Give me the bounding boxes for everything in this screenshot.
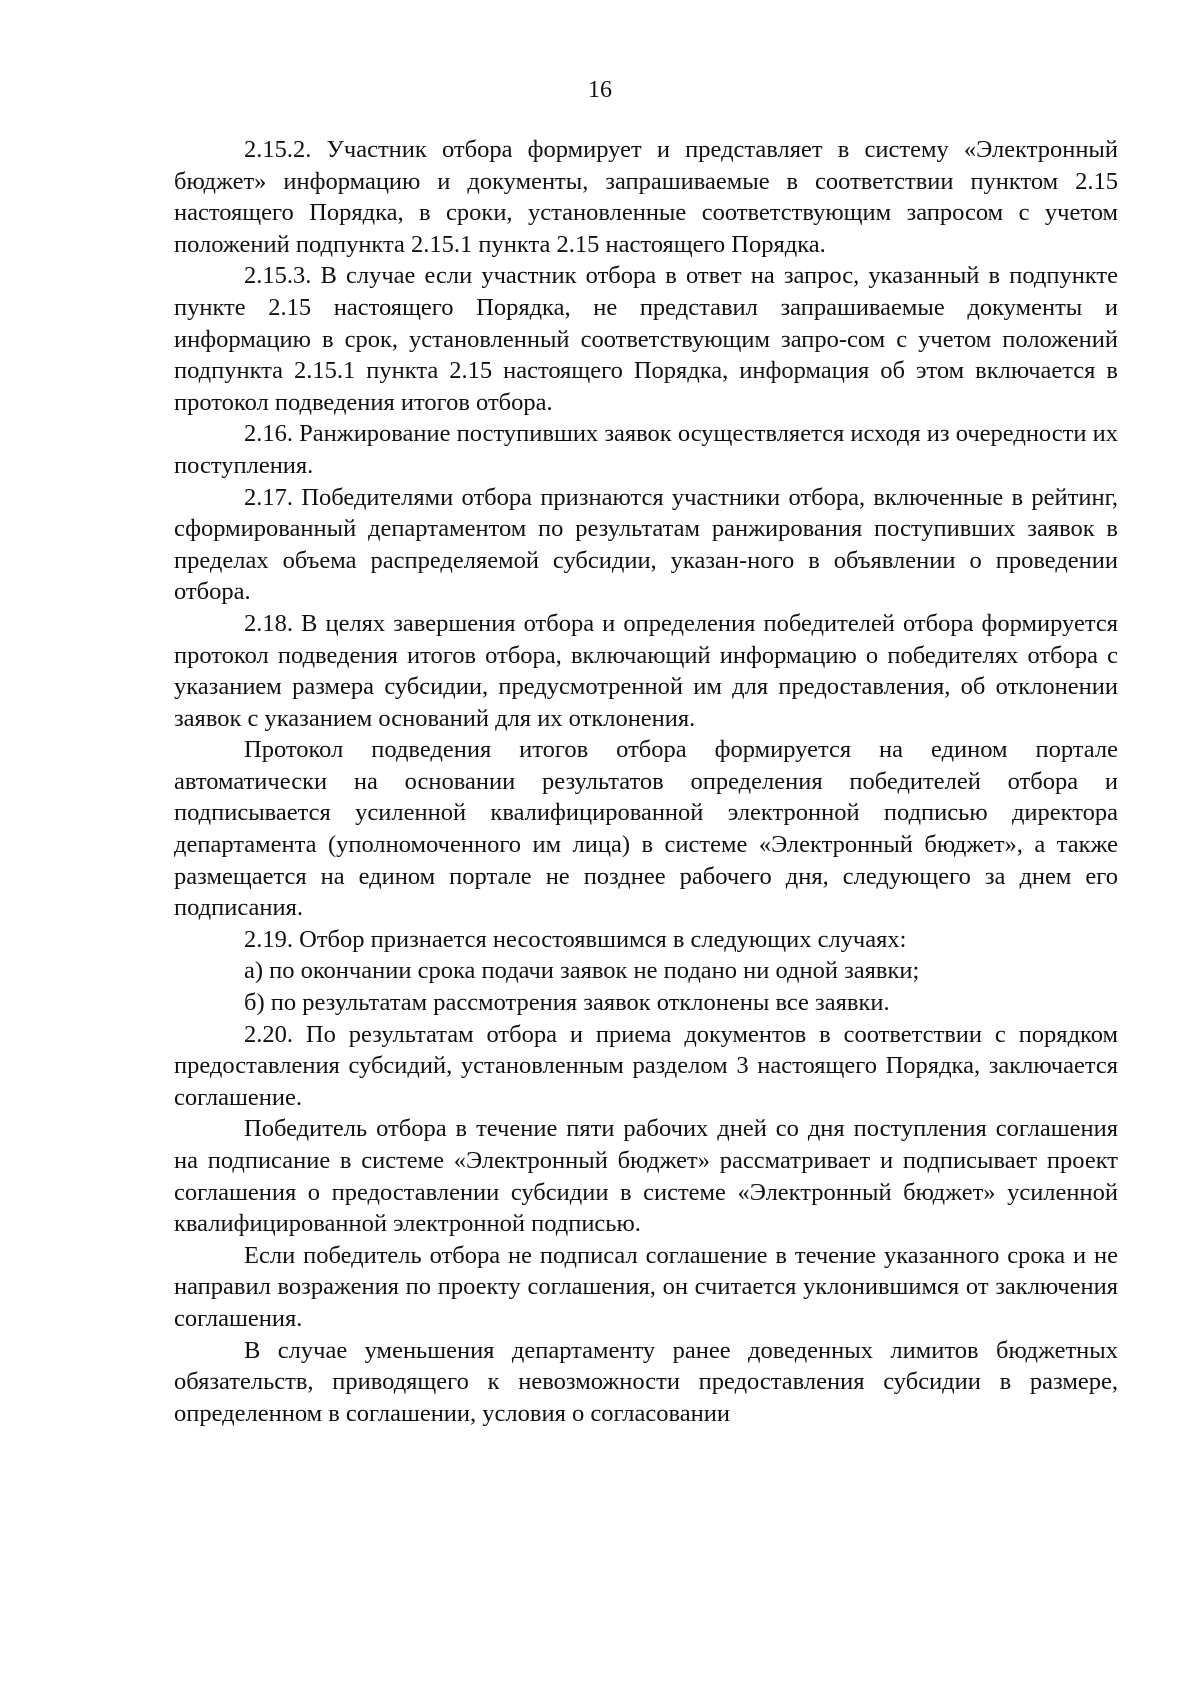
list-item-a: а) по окончании срока подачи заявок не подано ни одной заявки; <box>244 957 920 985</box>
paragraph-2-17: 2.17. Победителями отбора признаются участники отбора, включенные в рейтинг, сформированный департаментом по результатам ранжирования поступивших заявок в пределах объема распределяемой субсидии, указан-ного в объявлении о проведении отбора. <box>174 483 1118 606</box>
paragraph-protocol: Протокол подведения итогов отбора формируется на едином портале автоматически на основании результатов определения победителей отбора и подписывается усиленной квалифицированной электронной подписью директора департамента (уполномоченного им лица) в системе «Электронный бюджет», а также размещается на едином портале не позднее рабочего дня, следующего за днем его подписания. <box>174 736 1118 922</box>
paragraph-winner-signing: Победитель отбора в течение пяти рабочих дней со дня поступления соглашения на подписание в системе «Электронный бюджет» рассматривает и подписывает проект соглашения о предоставлении субсидии в системе «Электронный бюджет» усиленной квалифицированной электронной подписью. <box>174 1115 1118 1238</box>
paragraph-2-18: 2.18. В целях завершения отбора и определения победителей отбора формируется протокол подведения итогов отбора, включающий информацию о победителях отбора с указанием размера субсидии, предусмотренной им для предоставления, об отклонении заявок с указанием оснований для их отклонения. <box>174 609 1118 732</box>
page-number: 16 <box>588 77 612 103</box>
paragraph-winner-evasion: Если победитель отбора не подписал соглашение в течение указанного срока и не направил возражения по проекту соглашения, он считается уклонившимся от заключения соглашения. <box>174 1241 1118 1332</box>
paragraph-2-15-3: 2.15.3. В случае если участник отбора в ответ на запрос, указанный в подпункте пункте 2.15 настоящего Порядка, не представил запрашиваемые документы и информацию в срок, установленный соответствующим запро-сом с учетом положений подпункта 2.15.1 пункта 2.15 настоящего Порядка, информация об этом включается в протокол подведения итогов отбора. <box>174 262 1118 416</box>
list-item-b: б) по результатам рассмотрения заявок отклонены все заявки. <box>244 989 890 1017</box>
paragraph-2-16: 2.16. Ранжирование поступивших заявок осуществляется исходя из очередности их поступления. <box>174 420 1118 479</box>
paragraph-limits-reduction: В случае уменьшения департаменту ранее доведенных лимитов бюджетных обязательств, приводящего к невозможности предоставления субсидии в размере, определенном в соглашении, условия о согласовании <box>174 1336 1118 1427</box>
paragraph-2-19: 2.19. Отбор признается несостоявшимся в следующих случаях: <box>244 925 907 953</box>
paragraph-2-15-2: 2.15.2. Участник отбора формирует и представляет в систему «Электронный бюджет» информацию и документы, запрашиваемые в соответствии пунктом 2.15 настоящего Порядка, в сроки, установленные соответствующим запросом с учетом положений подпункта 2.15.1 пункта 2.15 настоящего Порядка. <box>174 136 1118 258</box>
paragraph-2-20: 2.20. По результатам отбора и приема документов в соответствии с порядком предоставления субсидий, установленным разделом 3 настоящего Порядка, заключается соглашение. <box>174 1020 1118 1111</box>
document-body <box>174 134 1118 1429</box>
